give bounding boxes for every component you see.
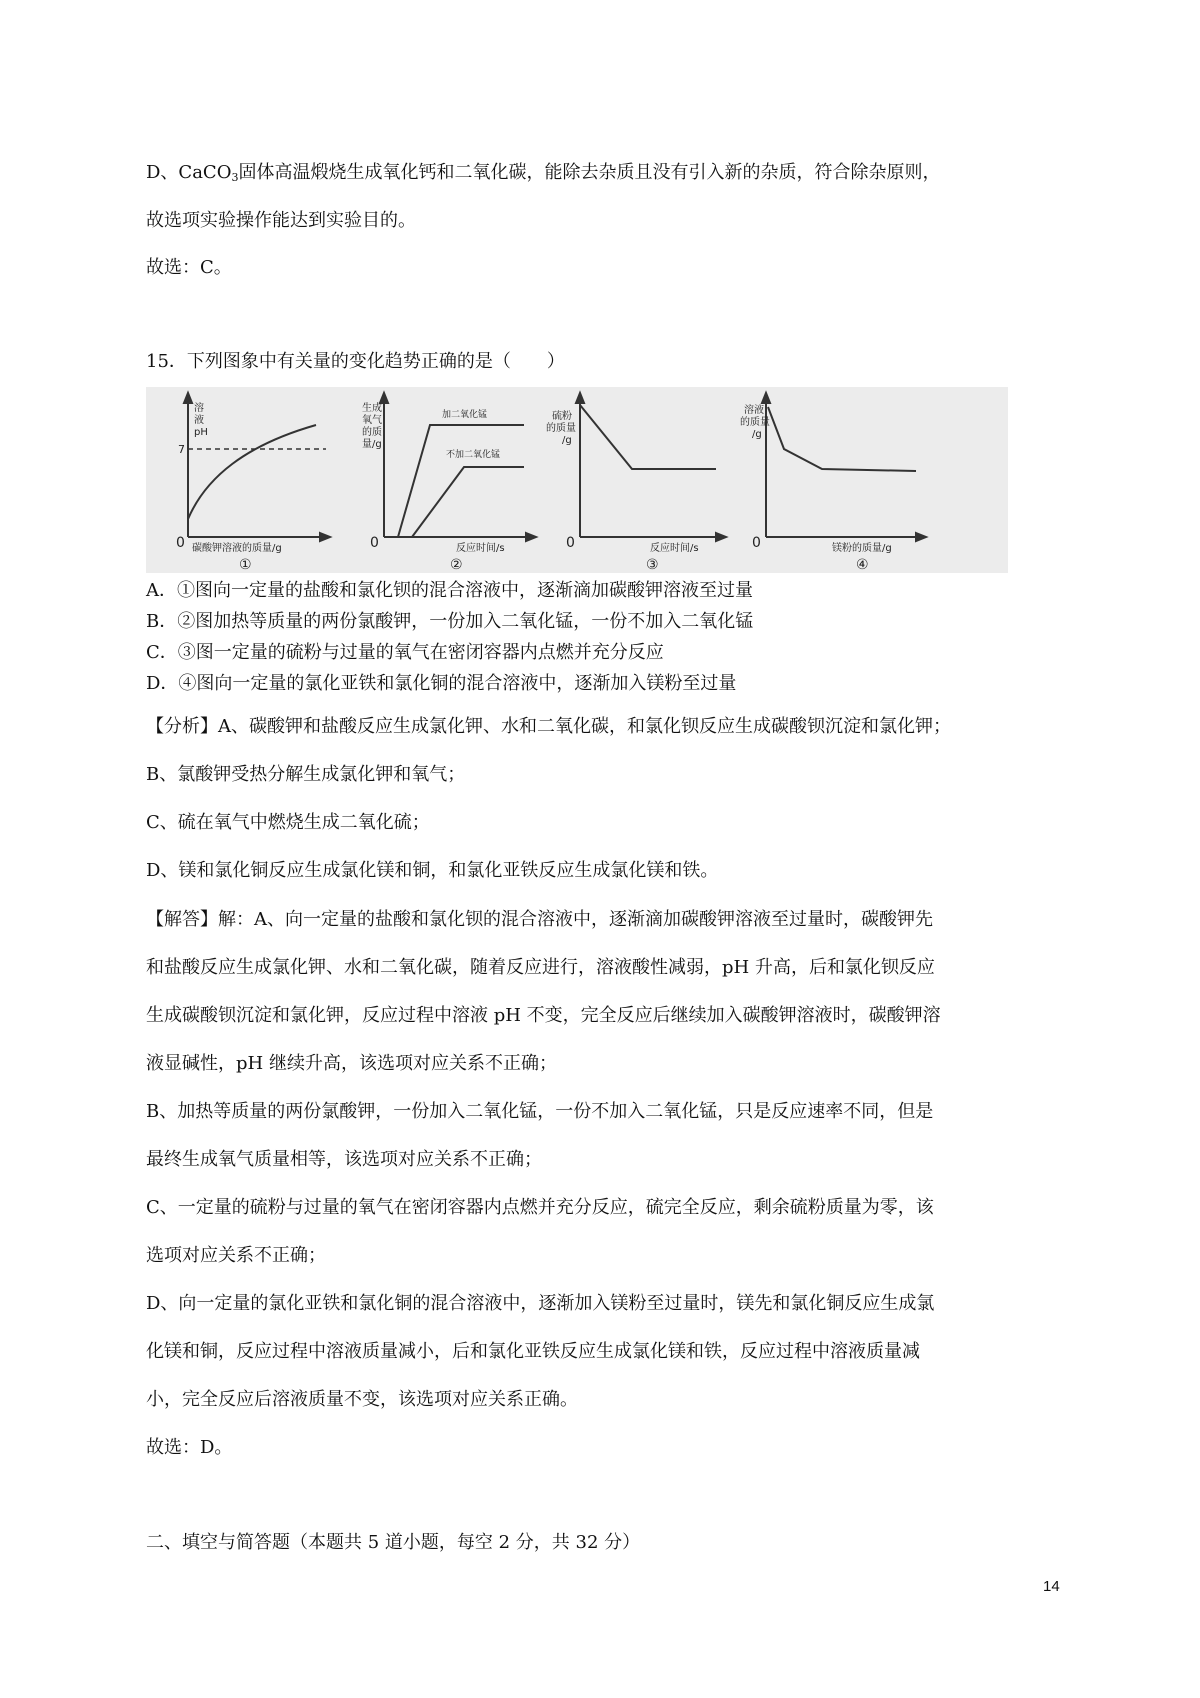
graph-3 — [576, 393, 726, 541]
g4-xlabel: 镁粉的质量/g — [832, 543, 892, 554]
section-heading: 二、填空与简答题（本题共 5 道小题，每空 2 分，共 32 分） — [146, 1532, 641, 1553]
g1-curve — [188, 425, 316, 519]
g3-x-arrow — [716, 533, 726, 541]
g2-tag: ② — [450, 557, 463, 573]
g3-ylabel-1: 硫粉 — [552, 411, 572, 422]
g2-y-arrow — [380, 393, 388, 403]
solution-c1: C、一定量的硫粉与过量的氧气在密闭容器内点燃并充分反应，硫完全反应，剩余硫粉质量为零，该 — [146, 1197, 934, 1218]
analysis-b: B、氯酸钾受热分解生成氯化钾和氧气； — [146, 764, 466, 785]
text-segment: 固体高温煅烧生成氧化钙和二氧化碳，能除去杂质且没有引入新的杂质，符合除杂原则， — [238, 162, 941, 183]
solution-a1-text: 解：A、向一定量的盐酸和氯化钡的混合溶液中，逐渐滴加碳酸钾溶液至过量时，碳酸钾先 — [218, 909, 933, 930]
analysis-label: 【分析】 — [146, 716, 218, 737]
g3-ylabel-2: 的质量 — [546, 423, 576, 434]
g3-ylabel-3: /g — [562, 435, 572, 446]
solution-d1: D、向一定量的氯化亚铁和氯化铜的混合溶液中，逐渐加入镁粉至过量时，镁先和氯化铜反应生成氯 — [146, 1293, 935, 1314]
g4-x-arrow — [916, 533, 926, 541]
solution-label: 【解答】 — [146, 909, 218, 930]
graph-1 — [184, 393, 330, 541]
solution-b2: 最终生成氧气质量相等，该选项对应关系不正确； — [146, 1149, 542, 1170]
solution-a4: 液显碱性，pH 继续升高，该选项对应关系不正确； — [146, 1053, 557, 1074]
solution-d2: 化镁和铜，反应过程中溶液质量减小，后和氯化亚铁反应生成氯化镁和铁，反应过程中溶液质量减 — [146, 1341, 920, 1362]
g1-xlabel: 碳酸钾溶液的质量/g — [192, 543, 282, 554]
g4-curve — [768, 407, 916, 471]
g4-origin: 0 — [752, 535, 761, 551]
g2-x-arrow — [526, 533, 536, 541]
g2-curve-a-label: 加二氧化锰 — [442, 410, 488, 420]
answer-line: 故选：C。 — [146, 257, 232, 278]
g2-curve-a — [398, 425, 524, 537]
g1-x-arrow — [320, 533, 330, 541]
figure-graphs — [146, 387, 1008, 573]
g1-origin: 0 — [176, 535, 185, 551]
solution-c2: 选项对应关系不正确； — [146, 1245, 326, 1266]
g2-ylabel-1: 生成 — [362, 403, 382, 414]
g3-curve — [580, 405, 716, 469]
solution-a2: 和盐酸反应生成氯化钾、水和二氧化碳，随着反应进行，溶液酸性减弱，pH 升高，后和氯化钡反应 — [146, 957, 935, 978]
solution-b1: B、加热等质量的两份氯酸钾，一份加入二氧化锰，一份不加入二氧化锰，只是反应速率不同，但是 — [146, 1101, 934, 1122]
g3-origin: 0 — [566, 535, 575, 551]
option-c: C．③图一定量的硫粉与过量的氧气在密闭容器内点燃并充分反应 — [146, 642, 664, 663]
page-number: 14 — [1043, 1578, 1060, 1595]
g2-ylabel-3: 的质 — [362, 427, 382, 438]
analysis-c: C、硫在氧气中燃烧生成二氧化硫； — [146, 812, 430, 833]
graph-4 — [762, 393, 926, 541]
g2-curve-b-label: 不加二氧化锰 — [446, 450, 501, 460]
g2-xlabel: 反应时间/s — [456, 543, 505, 554]
g2-curve-b — [412, 467, 524, 537]
text-segment: D、CaCO — [146, 162, 232, 183]
solution-answer: 故选：D。 — [146, 1437, 233, 1458]
solution-d3: 小，完全反应后溶液质量不变，该选项对应关系正确。 — [146, 1389, 578, 1410]
paragraph-line: 故选项实验操作能达到实验目的。 — [146, 210, 416, 231]
g1-ylabel-1: 溶 — [194, 403, 204, 414]
solution-a3: 生成碳酸钡沉淀和氯化钾，反应过程中溶液 pH 不变，完全反应后继续加入碳酸钾溶液时，碳酸钾溶 — [146, 1005, 941, 1026]
question-figure — [146, 387, 1008, 573]
g4-ylabel-1: 溶液 — [744, 405, 764, 416]
g2-origin: 0 — [370, 535, 379, 551]
g4-ylabel-3: /g — [752, 429, 762, 440]
analysis-d: D、镁和氯化铜反应生成氯化镁和铜，和氯化亚铁反应生成氯化镁和铁。 — [146, 860, 719, 881]
g2-ylabel-2: 氧气 — [362, 415, 382, 426]
g3-xlabel: 反应时间/s — [650, 543, 699, 554]
g1-ylabel-2: 液 — [194, 415, 204, 426]
option-b: B．②图加热等质量的两份氯酸钾，一份加入二氧化锰，一份不加入二氧化锰 — [146, 611, 754, 632]
paragraph-d-caco3 — [146, 158, 1066, 184]
analysis-a — [146, 712, 1066, 738]
subscript: 3 — [231, 171, 239, 184]
g4-ylabel-2: 的质量 — [740, 417, 770, 428]
option-a: A．①图向一定量的盐酸和氯化钡的混合溶液中，逐渐滴加碳酸钾溶液至过量 — [146, 580, 753, 601]
g4-tag: ④ — [856, 557, 869, 573]
g4-y-arrow — [762, 393, 770, 403]
g3-y-arrow — [576, 393, 584, 403]
g1-tag: ① — [239, 557, 252, 573]
g3-tag: ③ — [646, 557, 659, 573]
g1-dashed-mark: 7 — [178, 443, 185, 456]
option-d: D．④图向一定量的氯化亚铁和氯化铜的混合溶液中，逐渐加入镁粉至过量 — [146, 673, 737, 694]
g1-y-arrow — [184, 393, 192, 403]
g1-ylabel-3: pH — [194, 427, 208, 438]
analysis-a-text: A、碳酸钾和盐酸反应生成氯化钾、水和二氧化碳，和氯化钡反应生成碳酸钡沉淀和氯化钾； — [218, 716, 951, 737]
question-title: 15．下列图象中有关量的变化趋势正确的是（ ） — [146, 351, 565, 372]
solution-a1 — [146, 905, 1066, 931]
g2-ylabel-4: 量/g — [362, 439, 382, 450]
